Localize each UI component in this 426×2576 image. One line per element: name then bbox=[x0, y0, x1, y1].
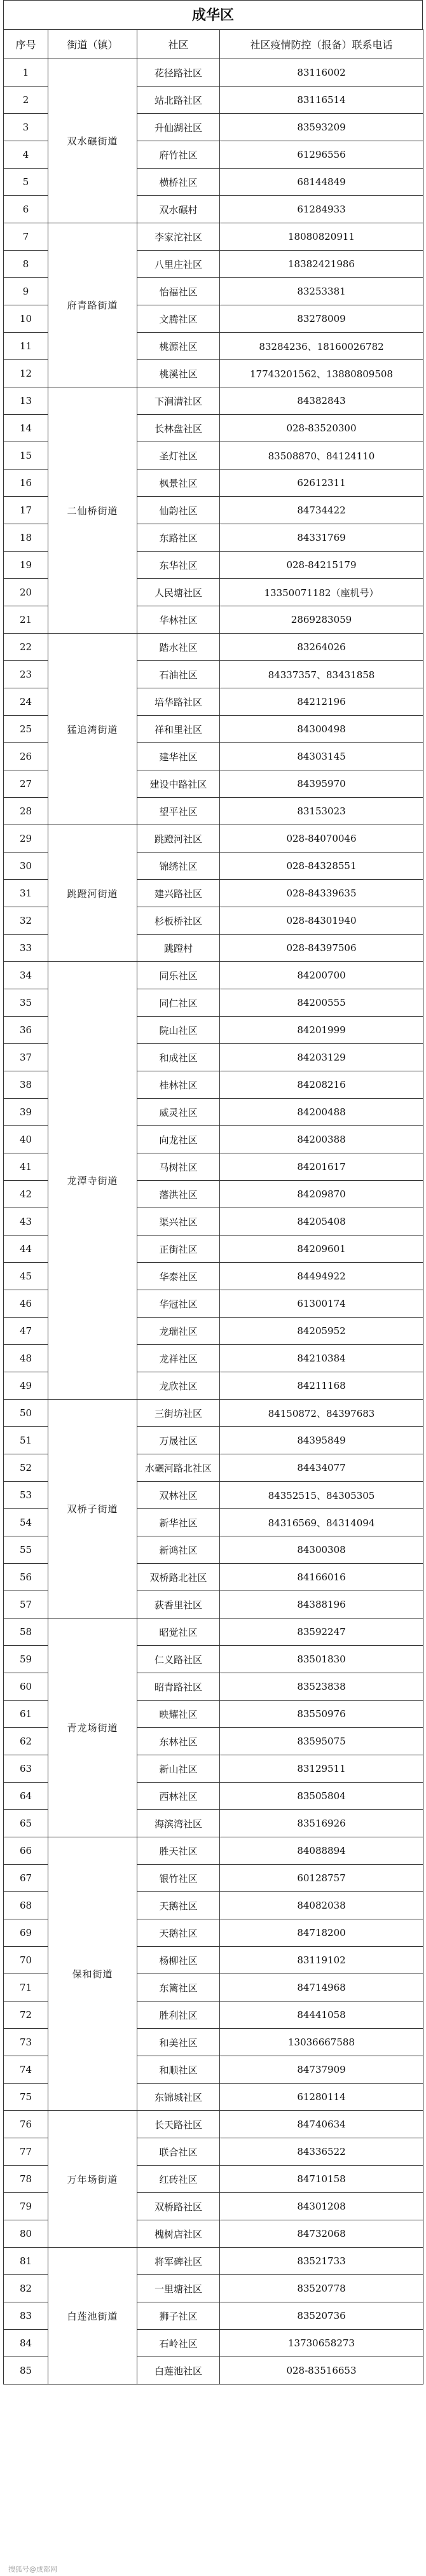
community-name: 横桥社区 bbox=[137, 169, 220, 196]
contact-phone: 028-84301940 bbox=[220, 907, 423, 935]
row-index: 75 bbox=[4, 2084, 48, 2111]
community-name: 同乐社区 bbox=[137, 962, 220, 989]
community-name: 枫景社区 bbox=[137, 470, 220, 497]
contact-phone: 84395849 bbox=[220, 1427, 423, 1454]
community-name: 荻香里社区 bbox=[137, 1591, 220, 1619]
community-name: 万晟社区 bbox=[137, 1427, 220, 1454]
contact-phone: 61300174 bbox=[220, 1290, 423, 1318]
row-index: 33 bbox=[4, 935, 48, 962]
row-index: 10 bbox=[4, 305, 48, 333]
row-index: 69 bbox=[4, 1919, 48, 1947]
contact-phone: 84203129 bbox=[220, 1044, 423, 1071]
contact-phone: 84212196 bbox=[220, 688, 423, 716]
community-name: 八里庄社区 bbox=[137, 251, 220, 278]
community-name: 府竹社区 bbox=[137, 141, 220, 169]
row-index: 34 bbox=[4, 962, 48, 989]
community-name: 双林社区 bbox=[137, 1482, 220, 1509]
community-name: 新华社区 bbox=[137, 1509, 220, 1536]
row-index: 25 bbox=[4, 716, 48, 743]
street-name: 二仙桥街道 bbox=[48, 387, 137, 634]
contact-phone: 83516926 bbox=[220, 1810, 423, 1837]
header-phone: 社区疫情防控（报备）联系电话 bbox=[220, 30, 423, 59]
street-name: 双水碾街道 bbox=[48, 59, 137, 223]
contact-phone: 84395970 bbox=[220, 770, 423, 798]
contact-phone: 83284236、18160026782 bbox=[220, 333, 423, 360]
row-index: 3 bbox=[4, 114, 48, 141]
community-name: 桃溪社区 bbox=[137, 360, 220, 387]
row-index: 46 bbox=[4, 1290, 48, 1318]
community-name: 桂林社区 bbox=[137, 1071, 220, 1099]
contact-phone: 028-84215179 bbox=[220, 552, 423, 579]
row-index: 63 bbox=[4, 1755, 48, 1783]
community-name: 仁义路社区 bbox=[137, 1646, 220, 1673]
contact-phone: 84434077 bbox=[220, 1454, 423, 1482]
contact-phone: 83520778 bbox=[220, 2275, 423, 2302]
row-index: 39 bbox=[4, 1099, 48, 1126]
contact-phone: 84732068 bbox=[220, 2220, 423, 2248]
contact-phone: 83278009 bbox=[220, 305, 423, 333]
street-name: 保和街道 bbox=[48, 1837, 137, 2111]
community-name: 狮子社区 bbox=[137, 2302, 220, 2330]
contact-phone: 83592247 bbox=[220, 1619, 423, 1646]
row-index: 83 bbox=[4, 2302, 48, 2330]
community-name: 杉板桥社区 bbox=[137, 907, 220, 935]
table-row bbox=[4, 1400, 423, 1427]
community-name: 映耀社区 bbox=[137, 1701, 220, 1728]
row-index: 55 bbox=[4, 1536, 48, 1564]
community-name: 文腾社区 bbox=[137, 305, 220, 333]
community-name: 踏水社区 bbox=[137, 634, 220, 661]
contact-phone: 13036667588 bbox=[220, 2029, 423, 2056]
row-index: 37 bbox=[4, 1044, 48, 1071]
community-name: 跳蹬河社区 bbox=[137, 825, 220, 853]
contact-phone: 84211168 bbox=[220, 1372, 423, 1400]
community-name: 新鸿社区 bbox=[137, 1536, 220, 1564]
community-name: 海滨湾社区 bbox=[137, 1810, 220, 1837]
row-index: 35 bbox=[4, 989, 48, 1017]
row-index: 45 bbox=[4, 1263, 48, 1290]
row-index: 73 bbox=[4, 2029, 48, 2056]
community-name: 花径路社区 bbox=[137, 59, 220, 87]
community-name: 下涧漕社区 bbox=[137, 387, 220, 415]
community-name: 长天路社区 bbox=[137, 2111, 220, 2138]
row-index: 29 bbox=[4, 825, 48, 853]
row-index: 42 bbox=[4, 1181, 48, 1208]
contact-phone: 84301208 bbox=[220, 2193, 423, 2220]
contact-phone: 84300498 bbox=[220, 716, 423, 743]
community-name: 石油社区 bbox=[137, 661, 220, 688]
contact-phone: 83521733 bbox=[220, 2248, 423, 2275]
table-row bbox=[4, 387, 423, 415]
community-name: 红砖社区 bbox=[137, 2166, 220, 2193]
community-name: 双桥路北社区 bbox=[137, 1564, 220, 1591]
watermark: 搜狐号@成都网 bbox=[8, 2565, 57, 2573]
community-name: 同仁社区 bbox=[137, 989, 220, 1017]
community-name: 建华社区 bbox=[137, 743, 220, 770]
row-index: 61 bbox=[4, 1701, 48, 1728]
community-name: 龙欣社区 bbox=[137, 1372, 220, 1400]
row-index: 20 bbox=[4, 579, 48, 606]
community-name: 跳蹬村 bbox=[137, 935, 220, 962]
row-index: 28 bbox=[4, 798, 48, 825]
community-name: 双水碾村 bbox=[137, 196, 220, 223]
street-name: 跳蹬河街道 bbox=[48, 825, 137, 962]
community-name: 建设中路社区 bbox=[137, 770, 220, 798]
contact-phone: 028-83520300 bbox=[220, 415, 423, 442]
row-index: 68 bbox=[4, 1892, 48, 1919]
community-name: 站北路社区 bbox=[137, 87, 220, 114]
row-index: 51 bbox=[4, 1427, 48, 1454]
community-name: 人民塘社区 bbox=[137, 579, 220, 606]
community-name: 向龙社区 bbox=[137, 1126, 220, 1153]
row-index: 19 bbox=[4, 552, 48, 579]
row-index: 60 bbox=[4, 1673, 48, 1701]
contact-phone: 83508870、84124110 bbox=[220, 442, 423, 470]
row-index: 58 bbox=[4, 1619, 48, 1646]
table-row bbox=[4, 1837, 423, 1865]
contact-phone: 84388196 bbox=[220, 1591, 423, 1619]
community-name: 新山社区 bbox=[137, 1755, 220, 1783]
row-index: 49 bbox=[4, 1372, 48, 1400]
contact-phone: 13350071182（座机号） bbox=[220, 579, 423, 606]
row-index: 81 bbox=[4, 2248, 48, 2275]
community-name: 西林社区 bbox=[137, 1783, 220, 1810]
header-index: 序号 bbox=[4, 30, 48, 59]
contact-phone: 028-84328551 bbox=[220, 853, 423, 880]
row-index: 36 bbox=[4, 1017, 48, 1044]
row-index: 82 bbox=[4, 2275, 48, 2302]
contact-phone: 83264026 bbox=[220, 634, 423, 661]
table-body bbox=[4, 59, 423, 2385]
community-name: 藩洪社区 bbox=[137, 1181, 220, 1208]
street-name: 龙潭寺街道 bbox=[48, 962, 137, 1400]
row-index: 74 bbox=[4, 2056, 48, 2084]
community-name: 华泰社区 bbox=[137, 1263, 220, 1290]
table-row bbox=[4, 223, 423, 251]
contact-phone: 83550976 bbox=[220, 1701, 423, 1728]
row-index: 72 bbox=[4, 2002, 48, 2029]
row-index: 1 bbox=[4, 59, 48, 87]
community-name: 胜利社区 bbox=[137, 2002, 220, 2029]
row-index: 67 bbox=[4, 1865, 48, 1892]
contact-phone: 60128757 bbox=[220, 1865, 423, 1892]
community-name: 培华路社区 bbox=[137, 688, 220, 716]
row-index: 43 bbox=[4, 1208, 48, 1236]
contact-phone: 2869283059 bbox=[220, 606, 423, 634]
contact-phone: 83520736 bbox=[220, 2302, 423, 2330]
contact-phone: 028-84339635 bbox=[220, 880, 423, 907]
community-name: 东路社区 bbox=[137, 524, 220, 552]
contact-phone: 83116514 bbox=[220, 87, 423, 114]
row-index: 4 bbox=[4, 141, 48, 169]
contact-phone: 84718200 bbox=[220, 1919, 423, 1947]
contact-phone: 84201999 bbox=[220, 1017, 423, 1044]
row-index: 48 bbox=[4, 1345, 48, 1372]
row-index: 65 bbox=[4, 1810, 48, 1837]
community-name: 锦绣社区 bbox=[137, 853, 220, 880]
contact-sheet bbox=[3, 0, 423, 2573]
community-name: 和顺社区 bbox=[137, 2056, 220, 2084]
table-row bbox=[4, 59, 423, 87]
contact-phone: 84200555 bbox=[220, 989, 423, 1017]
community-name: 渠兴社区 bbox=[137, 1208, 220, 1236]
contact-phone: 84714968 bbox=[220, 1974, 423, 2002]
row-index: 13 bbox=[4, 387, 48, 415]
contact-phone: 84082038 bbox=[220, 1892, 423, 1919]
row-index: 14 bbox=[4, 415, 48, 442]
header-street: 街道（镇） bbox=[48, 30, 137, 59]
contact-phone: 83119102 bbox=[220, 1947, 423, 1974]
contact-phone: 83129511 bbox=[220, 1755, 423, 1783]
table-header-row bbox=[4, 30, 423, 59]
community-name: 银竹社区 bbox=[137, 1865, 220, 1892]
row-index: 38 bbox=[4, 1071, 48, 1099]
contact-phone: 83116002 bbox=[220, 59, 423, 87]
table-row bbox=[4, 2248, 423, 2275]
row-index: 78 bbox=[4, 2166, 48, 2193]
row-index: 17 bbox=[4, 497, 48, 524]
street-name: 猛追湾街道 bbox=[48, 634, 137, 825]
contact-phone: 84200700 bbox=[220, 962, 423, 989]
contact-phone: 83253381 bbox=[220, 278, 423, 305]
contact-phone: 84494922 bbox=[220, 1263, 423, 1290]
community-name: 联合社区 bbox=[137, 2138, 220, 2166]
row-index: 66 bbox=[4, 1837, 48, 1865]
community-name: 三街坊社区 bbox=[137, 1400, 220, 1427]
contact-phone: 84441058 bbox=[220, 2002, 423, 2029]
community-name: 华冠社区 bbox=[137, 1290, 220, 1318]
contact-phone: 84382843 bbox=[220, 387, 423, 415]
contact-phone: 028-84070046 bbox=[220, 825, 423, 853]
row-index: 71 bbox=[4, 1974, 48, 2002]
community-name: 建兴路社区 bbox=[137, 880, 220, 907]
community-name: 胜天社区 bbox=[137, 1837, 220, 1865]
contact-phone: 84200388 bbox=[220, 1126, 423, 1153]
row-index: 57 bbox=[4, 1591, 48, 1619]
community-name: 和美社区 bbox=[137, 2029, 220, 2056]
row-index: 15 bbox=[4, 442, 48, 470]
community-name: 一里塘社区 bbox=[137, 2275, 220, 2302]
community-name: 祥和里社区 bbox=[137, 716, 220, 743]
community-name: 院山社区 bbox=[137, 1017, 220, 1044]
contact-phone: 18080820911 bbox=[220, 223, 423, 251]
row-index: 27 bbox=[4, 770, 48, 798]
contact-phone: 84201617 bbox=[220, 1153, 423, 1181]
community-name: 望平社区 bbox=[137, 798, 220, 825]
contact-phone: 61296556 bbox=[220, 141, 423, 169]
contact-phone: 61280114 bbox=[220, 2084, 423, 2111]
row-index: 52 bbox=[4, 1454, 48, 1482]
contact-phone: 84352515、84305305 bbox=[220, 1482, 423, 1509]
community-name: 双桥路社区 bbox=[137, 2193, 220, 2220]
row-index: 8 bbox=[4, 251, 48, 278]
contact-phone: 83593209 bbox=[220, 114, 423, 141]
contact-phone: 84336522 bbox=[220, 2138, 423, 2166]
community-name: 升仙湖社区 bbox=[137, 114, 220, 141]
row-index: 53 bbox=[4, 1482, 48, 1509]
row-index: 50 bbox=[4, 1400, 48, 1427]
row-index: 62 bbox=[4, 1728, 48, 1755]
contact-phone: 61284933 bbox=[220, 196, 423, 223]
row-index: 70 bbox=[4, 1947, 48, 1974]
row-index: 31 bbox=[4, 880, 48, 907]
row-index: 77 bbox=[4, 2138, 48, 2166]
row-index: 79 bbox=[4, 2193, 48, 2220]
community-name: 龙瑞社区 bbox=[137, 1318, 220, 1345]
contact-phone: 84303145 bbox=[220, 743, 423, 770]
row-index: 12 bbox=[4, 360, 48, 387]
header-community: 社区 bbox=[137, 30, 220, 59]
community-name: 将军碑社区 bbox=[137, 2248, 220, 2275]
street-name: 青龙场街道 bbox=[48, 1619, 137, 1837]
contact-phone: 84205952 bbox=[220, 1318, 423, 1345]
contact-phone: 84205408 bbox=[220, 1208, 423, 1236]
contact-phone: 84210384 bbox=[220, 1345, 423, 1372]
contact-phone: 84740634 bbox=[220, 2111, 423, 2138]
row-index: 26 bbox=[4, 743, 48, 770]
row-index: 18 bbox=[4, 524, 48, 552]
street-name: 白莲池街道 bbox=[48, 2248, 137, 2385]
table-row bbox=[4, 1619, 423, 1646]
row-index: 56 bbox=[4, 1564, 48, 1591]
contact-phone: 17743201562、13880809508 bbox=[220, 360, 423, 387]
row-index: 76 bbox=[4, 2111, 48, 2138]
row-index: 6 bbox=[4, 196, 48, 223]
community-name: 水碾河路北社区 bbox=[137, 1454, 220, 1482]
table-row bbox=[4, 825, 423, 853]
community-name: 龙祥社区 bbox=[137, 1345, 220, 1372]
community-name: 长林盘社区 bbox=[137, 415, 220, 442]
community-name: 槐树店社区 bbox=[137, 2220, 220, 2248]
table-row bbox=[4, 962, 423, 989]
contact-phone: 83523838 bbox=[220, 1673, 423, 1701]
contact-phone: 84734422 bbox=[220, 497, 423, 524]
row-index: 9 bbox=[4, 278, 48, 305]
community-name: 天鹅社区 bbox=[137, 1919, 220, 1947]
community-name: 东篱社区 bbox=[137, 1974, 220, 2002]
community-name: 华林社区 bbox=[137, 606, 220, 634]
row-index: 80 bbox=[4, 2220, 48, 2248]
row-index: 11 bbox=[4, 333, 48, 360]
street-name: 双桥子街道 bbox=[48, 1400, 137, 1619]
table-row bbox=[4, 2111, 423, 2138]
row-index: 23 bbox=[4, 661, 48, 688]
row-index: 21 bbox=[4, 606, 48, 634]
community-name: 圣灯社区 bbox=[137, 442, 220, 470]
contact-phone: 84208216 bbox=[220, 1071, 423, 1099]
community-name: 仙韵社区 bbox=[137, 497, 220, 524]
community-name: 石岭社区 bbox=[137, 2330, 220, 2357]
contact-phone: 84088894 bbox=[220, 1837, 423, 1865]
row-index: 2 bbox=[4, 87, 48, 114]
contact-table bbox=[3, 29, 423, 2385]
community-name: 桃源社区 bbox=[137, 333, 220, 360]
contact-phone: 83505804 bbox=[220, 1783, 423, 1810]
contact-phone: 84337357、83431858 bbox=[220, 661, 423, 688]
row-index: 85 bbox=[4, 2357, 48, 2385]
contact-phone: 68144849 bbox=[220, 169, 423, 196]
row-index: 7 bbox=[4, 223, 48, 251]
contact-phone: 84209870 bbox=[220, 1181, 423, 1208]
contact-phone: 028-83516653 bbox=[220, 2357, 423, 2385]
row-index: 16 bbox=[4, 470, 48, 497]
contact-phone: 84710158 bbox=[220, 2166, 423, 2193]
contact-phone: 83153023 bbox=[220, 798, 423, 825]
row-index: 30 bbox=[4, 853, 48, 880]
contact-phone: 62612311 bbox=[220, 470, 423, 497]
contact-phone: 84316569、84314094 bbox=[220, 1509, 423, 1536]
street-name: 府青路街道 bbox=[48, 223, 137, 387]
community-name: 东林社区 bbox=[137, 1728, 220, 1755]
contact-phone: 84200488 bbox=[220, 1099, 423, 1126]
contact-phone: 84300308 bbox=[220, 1536, 423, 1564]
row-index: 24 bbox=[4, 688, 48, 716]
community-name: 李家沱社区 bbox=[137, 223, 220, 251]
row-index: 84 bbox=[4, 2330, 48, 2357]
community-name: 昭青路社区 bbox=[137, 1673, 220, 1701]
community-name: 怡福社区 bbox=[137, 278, 220, 305]
community-name: 天鹅社区 bbox=[137, 1892, 220, 1919]
contact-phone: 83595075 bbox=[220, 1728, 423, 1755]
row-index: 54 bbox=[4, 1509, 48, 1536]
row-index: 44 bbox=[4, 1236, 48, 1263]
row-index: 41 bbox=[4, 1153, 48, 1181]
row-index: 59 bbox=[4, 1646, 48, 1673]
community-name: 白莲池社区 bbox=[137, 2357, 220, 2385]
contact-phone: 84150872、84397683 bbox=[220, 1400, 423, 1427]
table-row bbox=[4, 634, 423, 661]
community-name: 东华社区 bbox=[137, 552, 220, 579]
row-index: 22 bbox=[4, 634, 48, 661]
contact-phone: 83501830 bbox=[220, 1646, 423, 1673]
contact-phone: 84209601 bbox=[220, 1236, 423, 1263]
community-name: 杨柳社区 bbox=[137, 1947, 220, 1974]
community-name: 马树社区 bbox=[137, 1153, 220, 1181]
row-index: 47 bbox=[4, 1318, 48, 1345]
community-name: 和成社区 bbox=[137, 1044, 220, 1071]
contact-phone: 84331769 bbox=[220, 524, 423, 552]
contact-phone: 18382421986 bbox=[220, 251, 423, 278]
street-name: 万年场街道 bbox=[48, 2111, 137, 2248]
community-name: 东锦城社区 bbox=[137, 2084, 220, 2111]
contact-phone: 028-84397506 bbox=[220, 935, 423, 962]
community-name: 威灵社区 bbox=[137, 1099, 220, 1126]
contact-phone: 13730658273 bbox=[220, 2330, 423, 2357]
page-title: 成华区 bbox=[3, 0, 423, 29]
community-name: 昭觉社区 bbox=[137, 1619, 220, 1646]
row-index: 32 bbox=[4, 907, 48, 935]
contact-phone: 84166016 bbox=[220, 1564, 423, 1591]
row-index: 5 bbox=[4, 169, 48, 196]
contact-phone: 84737909 bbox=[220, 2056, 423, 2084]
community-name: 正街社区 bbox=[137, 1236, 220, 1263]
row-index: 64 bbox=[4, 1783, 48, 1810]
row-index: 40 bbox=[4, 1126, 48, 1153]
